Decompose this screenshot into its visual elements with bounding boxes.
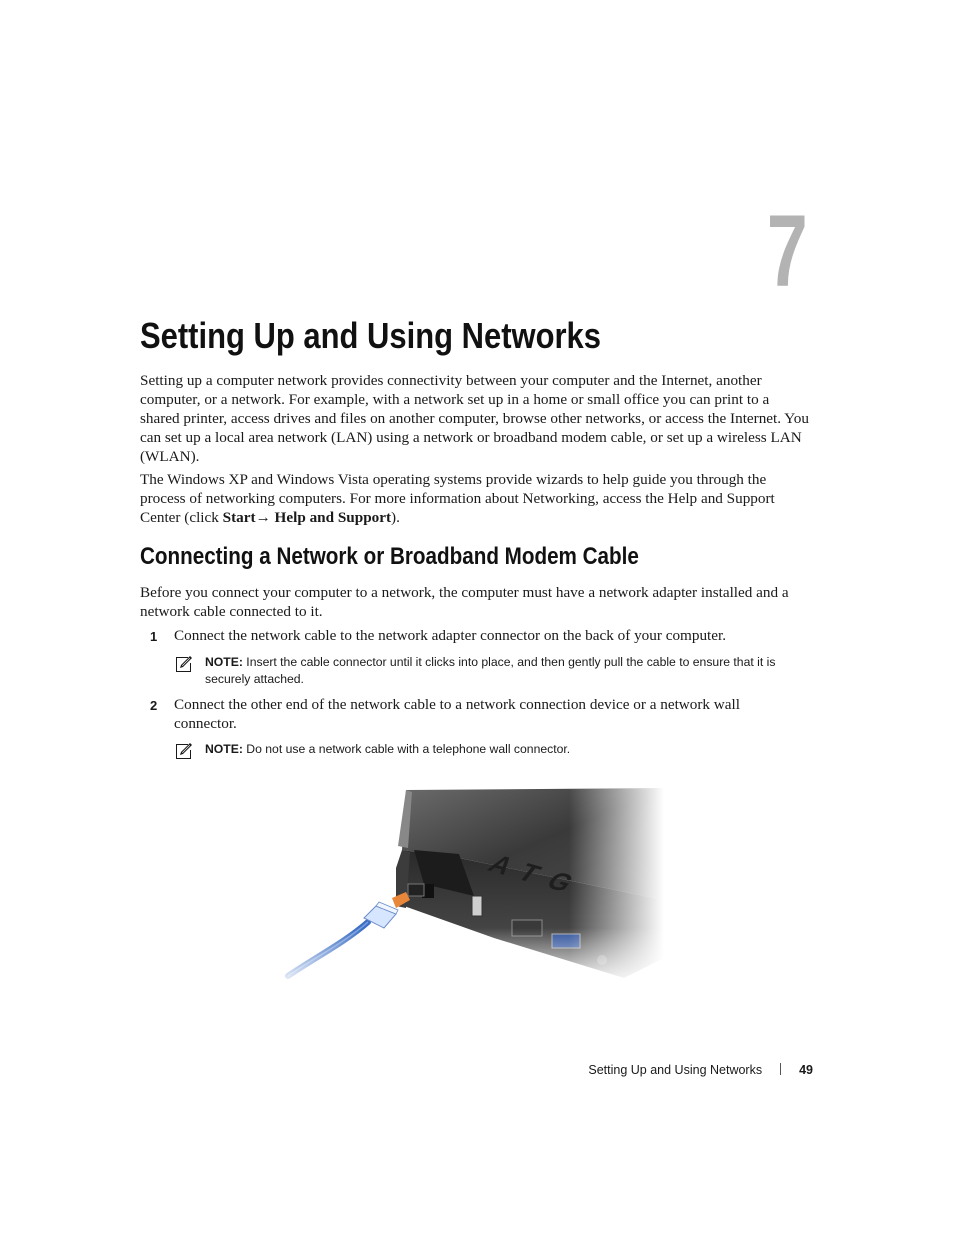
intro-paragraph-2-end: ). [391,509,400,526]
arrow-glyph: → [255,509,271,526]
section-heading: Connecting a Network or Broadband Modem Cable [140,543,639,570]
step-number: 1 [150,629,158,644]
intro-paragraph-1: Setting up a computer network provides connectivity between your computer and the Internet, another computer, or a network. For example, with a network set up in a home or small office you can print to a shared printer, access drives and files on another computer, browse other networks, or access the Internet. You can set up a local area network (LAN) using a network or broadband modem cable, or set up a wireless LAN (WLAN). [140,372,809,465]
laptop-network-port-illustration [284,788,664,988]
chapter-number: 7 [767,194,808,308]
step-text: Connect the network cable to the network adapter connector on the back of your computer. [174,627,727,644]
note-text [205,654,815,688]
help-and-support-reference: Help and Support [270,509,392,526]
note-pencil-icon [174,654,194,674]
note-body: Do not use a network cable with a telephone wall connector. [242,742,571,756]
page-footer [588,1062,813,1078]
footer-separator [780,1063,781,1075]
note-text [205,741,815,758]
step-text: Connect the other end of the network cable to a network connection device or a network wall connector. [174,696,740,732]
chapter-title: Setting Up and Using Networks [140,315,602,356]
footer-section-title: Setting Up and Using Networks [588,1063,763,1077]
section-paragraph: Before you connect your computer to a network, the computer must have a network adapter installed and a network cable connected to it. [140,584,789,620]
start-menu-reference: Start [222,509,256,526]
note-body: Insert the cable connector until it clicks into place, and then gently pull the cable to ensure that it is securely attached. [205,655,776,686]
note-label: NOTE: [205,742,243,756]
intro-paragraph-2-text: The Windows XP and Windows Vista operating systems provide wizards to help guide you through the process of networking computers. For more information about Networking, access the Help and Support Center (click [140,471,775,526]
note-pencil-icon [174,741,194,761]
step-number: 2 [150,698,158,713]
intro-paragraph-2 [140,470,812,527]
page-number: 49 [799,1063,813,1077]
note-label: NOTE: [205,655,243,669]
